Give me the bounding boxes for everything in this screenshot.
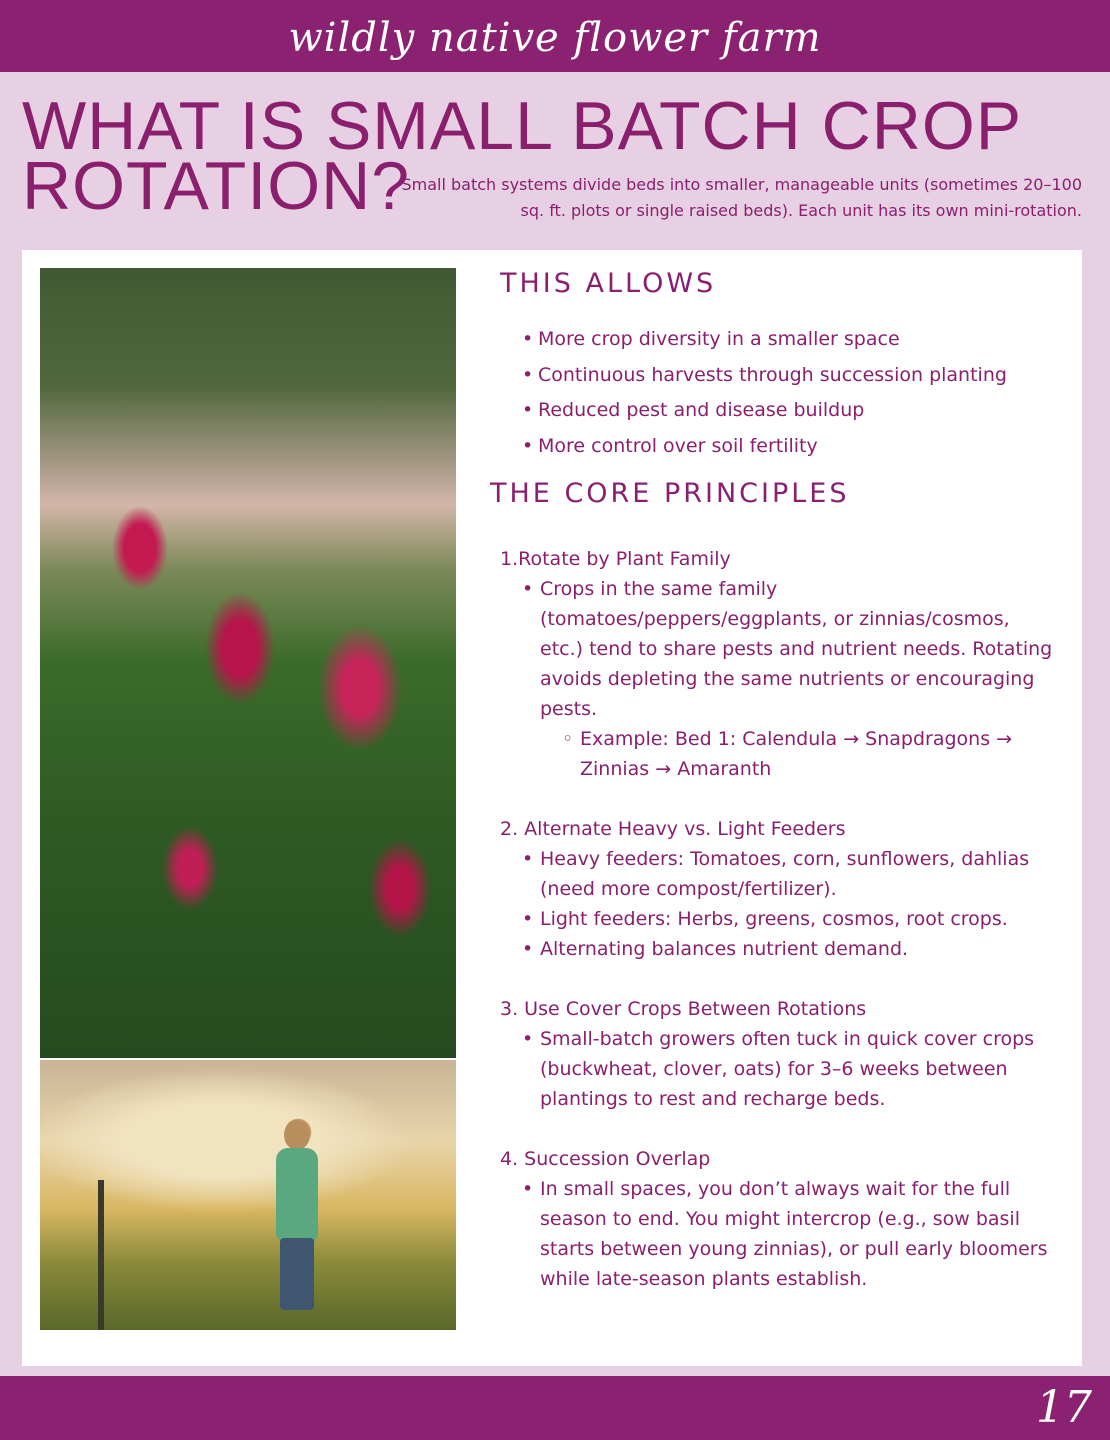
principle-title: 2. Alternate Heavy vs. Light Feeders [500,818,846,840]
allows-list [498,324,1068,466]
content-card [22,250,1082,1366]
brand-name: wildly native flower farm [288,15,822,61]
list-item: • Light feeders: Herbs, greens, cosmos, root crops. [498,904,1058,934]
principle-2 [498,814,1058,964]
list-item: • Crops in the same family (tomatoes/peppers/eggplants, or zinnias/cosmos, etc.) tend to share pests and nutrient needs. Rotating avoids depleting the same nutrients or encouraging pests. [498,574,1058,724]
principle-4 [498,1144,1058,1294]
principle-3 [498,994,1058,1114]
principle-title: 1.Rotate by Plant Family [500,548,731,570]
footer-bar [0,1376,1110,1440]
intro-text: Small batch systems divide beds into smaller, manageable units (sometimes 20–100 sq. ft. plots or single raised beds). Each unit has its own mini-rotation. [401,175,1082,220]
allows-heading: THIS ALLOWS [500,268,717,299]
list-item: • More crop diversity in a smaller space [498,324,1068,354]
list-item: • In small spaces, you don’t always wait for the full season to end. You might intercrop (e.g., sow basil starts between young zinnias), or pull early bloomers while late-season plants establish. [498,1174,1058,1294]
list-item: • Continuous harvests through succession planting [498,360,1068,390]
principle-title: 4. Succession Overlap [500,1148,711,1170]
page-number: 17 [1036,1382,1092,1433]
principles-list [498,544,1058,1324]
fence-post [98,1180,104,1330]
list-item: • Small-batch growers often tuck in quick cover crops (buckwheat, clover, oats) for 3–6 weeks between plantings to rest and recharge beds. [498,1024,1058,1114]
sub-list-item: ◦ Example: Bed 1: Calendula → Snapdragons → Zinnias → Amaranth [498,724,1058,784]
list-item: • Reduced pest and disease buildup [498,395,1068,425]
flower-field-photo [40,268,456,1058]
list-item: • More control over soil fertility [498,431,1068,461]
principle-1 [498,544,1058,784]
page-title-line-1: WHAT IS SMALL BATCH CROP [22,88,1023,164]
principles-heading: THE CORE PRINCIPLES [490,478,850,509]
page-title-line-2: ROTATION? [22,148,411,224]
list-item: • Heavy feeders: Tomatoes, corn, sunflowers, dahlias (need more compost/fertilizer). [498,844,1058,904]
list-item: • Alternating balances nutrient demand. [498,934,1058,964]
woman-in-field-photo [40,1060,456,1330]
principle-title: 3. Use Cover Crops Between Rotations [500,998,867,1020]
woman-figure [272,1120,324,1310]
header-bar [0,0,1110,72]
